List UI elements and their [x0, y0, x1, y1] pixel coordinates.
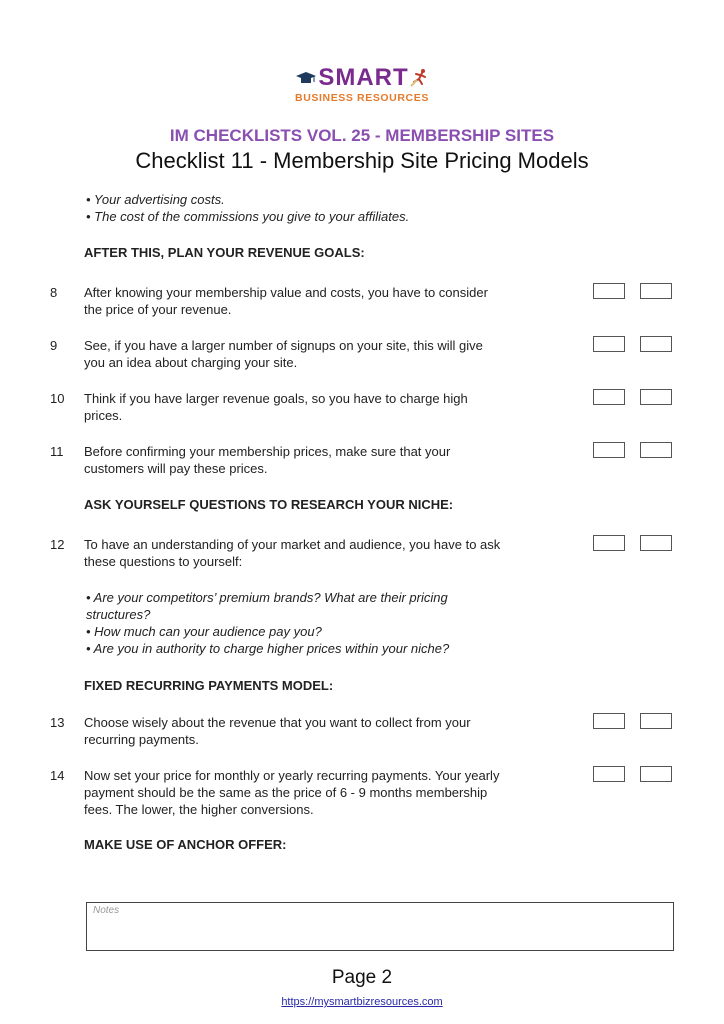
section-heading: FIXED RECURRING PAYMENTS MODEL: — [84, 678, 334, 693]
item-number: 12 — [50, 537, 65, 552]
runner-icon — [410, 68, 428, 88]
checkbox[interactable] — [640, 766, 672, 782]
question-bullet: • Are your competitors’ premium brands? What are their pricing — [86, 590, 448, 605]
item-line: you an idea about charging your site. — [84, 355, 298, 370]
checkbox[interactable] — [593, 336, 625, 352]
logo-smart-text: SMART — [318, 64, 409, 91]
logo — [0, 66, 724, 104]
item-line: payment should be the same as the price of 6 - 9 months membership — [84, 785, 488, 800]
graduation-cap-icon — [296, 71, 316, 83]
item-number: 10 — [50, 391, 65, 406]
checkbox[interactable] — [640, 535, 672, 551]
section-heading: ASK YOURSELF QUESTIONS TO RESEARCH YOUR NICHE: — [84, 497, 454, 512]
item-text — [84, 337, 574, 371]
item-line: the price of your revenue. — [84, 302, 232, 317]
item-text — [84, 714, 574, 748]
item-number: 14 — [50, 768, 65, 783]
notes-label: Notes — [93, 905, 120, 916]
logo-subtitle: BUSINESS RESOURCES — [295, 92, 429, 104]
checkbox[interactable] — [593, 713, 625, 729]
item-line: prices. — [84, 408, 123, 423]
page-number: Page 2 — [331, 967, 393, 988]
question-bullet: structures? — [86, 607, 151, 622]
section-heading: MAKE USE OF ANCHOR OFFER: — [84, 837, 287, 852]
item-text — [84, 284, 574, 318]
item-text — [84, 767, 574, 818]
item-line: Now set your price for monthly or yearly recurring payments. Your yearly — [84, 768, 500, 783]
item-line: After knowing your membership value and costs, you have to consider — [84, 285, 488, 300]
item-text — [84, 443, 574, 477]
section-heading: AFTER THIS, PLAN YOUR REVENUE GOALS: — [84, 245, 365, 260]
item-number: 8 — [50, 285, 58, 300]
item-text — [84, 390, 574, 424]
website-link[interactable]: https://mysmartbizresources.com — [281, 996, 443, 1008]
item-number: 11 — [50, 444, 64, 459]
item-line: customers will pay these prices. — [84, 461, 268, 476]
checkbox[interactable] — [593, 283, 625, 299]
item-line: fees. The lower, the higher conversions. — [84, 802, 314, 817]
checkbox[interactable] — [640, 336, 672, 352]
item-line: See, if you have a larger number of signups on your site, this will give — [84, 338, 483, 353]
notes-box[interactable] — [86, 902, 674, 951]
checkbox[interactable] — [640, 283, 672, 299]
checkbox[interactable] — [640, 442, 672, 458]
checkbox[interactable] — [640, 389, 672, 405]
checkbox[interactable] — [593, 389, 625, 405]
volume-title: IM CHECKLISTS VOL. 25 - MEMBERSHIP SITES — [169, 126, 555, 145]
intro-bullet: • The cost of the commissions you give to your affiliates. — [86, 209, 410, 224]
checkbox[interactable] — [593, 535, 625, 551]
checkbox[interactable] — [593, 442, 625, 458]
question-bullet: • Are you in authority to charge higher prices within your niche? — [86, 641, 450, 656]
item-line: these questions to yourself: — [84, 554, 243, 569]
item-line: Think if you have larger revenue goals, so you have to charge high — [84, 391, 468, 406]
item-line: recurring payments. — [84, 732, 199, 747]
item-number: 9 — [50, 338, 58, 353]
item-line: Choose wisely about the revenue that you want to collect from your — [84, 715, 471, 730]
checklist-title: Checklist 11 - Membership Site Pricing Models — [135, 148, 589, 173]
item-line: To have an understanding of your market and audience, you have to ask — [84, 537, 501, 552]
intro-bullet: • Your advertising costs. — [86, 192, 225, 207]
footer-url — [0, 996, 724, 1008]
item-line: Before confirming your membership prices, make sure that your — [84, 444, 451, 459]
checkbox[interactable] — [593, 766, 625, 782]
question-bullet: • How much can your audience pay you? — [86, 624, 322, 639]
checkbox[interactable] — [640, 713, 672, 729]
item-number: 13 — [50, 715, 65, 730]
item-text — [84, 536, 574, 570]
